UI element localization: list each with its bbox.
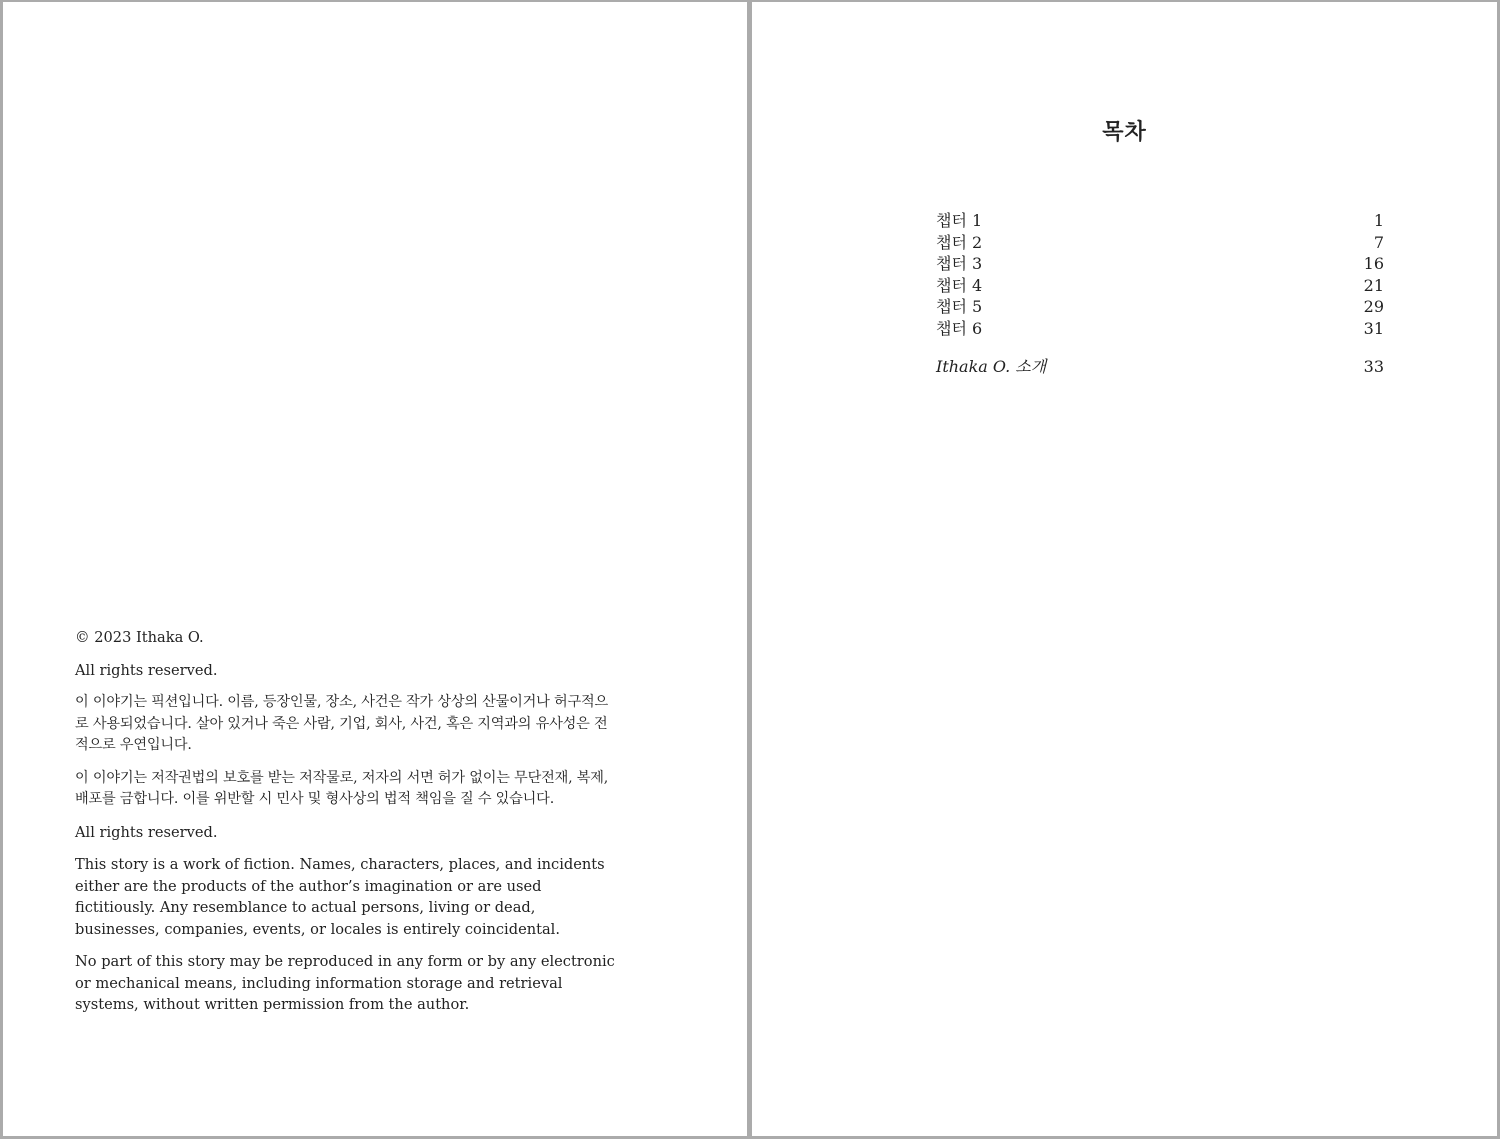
toc-entry-page: 33: [1363, 356, 1384, 376]
toc-entry-label: Ithaka O. 소개: [936, 356, 1047, 376]
copyright-notice-en: No part of this story may be reproduced in any form or by any electronic or mechanical means, including information storage and retrieval systems, without written permission from the author.: [75, 953, 615, 1013]
toc-entry-about-author[interactable]: [936, 356, 1384, 378]
copyright-page: [3, 2, 747, 1136]
copyright-notice-ko: 이 이야기는 저작권법의 보호를 받는 저작물로, 저자의 서면 허가 없이는 무단전재, 복제, 배포를 금합니다. 이를 위반할 시 민사 및 형사상의 법적 책임을 질 수 있습니다.: [75, 769, 609, 807]
toc-entry-page: 1: [1373, 211, 1384, 230]
toc-entry-page: 31: [1363, 318, 1384, 338]
toc-entry-label: 챕터 3: [936, 254, 983, 274]
toc-entry-chapter-2[interactable]: [936, 232, 1384, 254]
toc-entry-page: 21: [1363, 275, 1384, 295]
toc-entry-chapter-3[interactable]: [936, 253, 1384, 275]
toc-entry-label: 챕터 1: [936, 211, 983, 230]
toc-entry-page: 29: [1363, 297, 1384, 317]
rights-reserved-ko: All rights reserved.: [75, 661, 218, 679]
toc-entry-label: 챕터 2: [936, 232, 983, 252]
toc-entry-page: 16: [1363, 254, 1384, 274]
toc-entry-chapter-4[interactable]: [936, 275, 1384, 297]
copyright-line: © 2023 Ithaka O.: [75, 629, 204, 646]
toc-title: 목차: [1102, 119, 1147, 145]
toc-entry-page: 7: [1373, 232, 1384, 252]
toc-list: [936, 210, 1384, 377]
rights-reserved-en: All rights reserved.: [75, 823, 218, 841]
toc-entry-chapter-1[interactable]: [936, 210, 1384, 232]
toc-entry-label: 챕터 5: [936, 297, 983, 317]
toc-spacer: [936, 340, 1384, 356]
toc-entry-chapter-5[interactable]: [936, 296, 1384, 318]
toc-entry-label: 챕터 6: [936, 318, 983, 338]
toc-page: [752, 2, 1497, 1136]
fiction-notice-ko: 이 이야기는 픽션입니다. 이름, 등장인물, 장소, 사건은 작가 상상의 산물이거나 허구적으로 사용되었습니다. 살아 있거나 죽은 사람, 기업, 회사, 사건, 혹은 지역과의 유사성은 전적으로 우연입니다.: [75, 694, 609, 753]
toc-entry-chapter-6[interactable]: [936, 318, 1384, 340]
toc-entry-label: 챕터 4: [936, 275, 983, 295]
fiction-notice-en: This story is a work of fiction. Names, characters, places, and incidents either are the products of the author’s imagination or are used fictitiously. Any resemblance to actual persons, living or dead, businesses, companies, events, or locales is entirely coincidental.: [75, 856, 605, 938]
copyright-block: [75, 627, 615, 1027]
